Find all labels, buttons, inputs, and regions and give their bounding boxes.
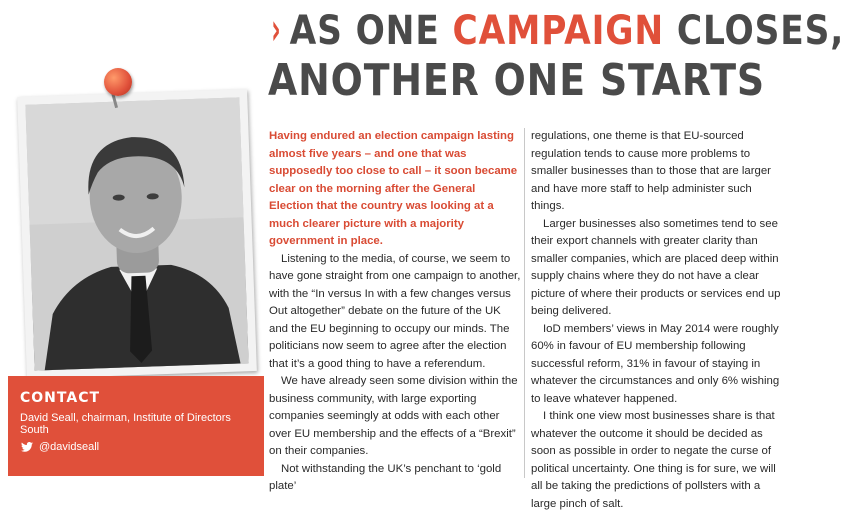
contact-box bbox=[8, 376, 264, 476]
article-paragraph: We have already seen some division within the business community, with large exporting companies seemingly at odds with each other over EU membership and the effects of a “Brexit” on their companies. bbox=[269, 375, 518, 457]
headline-pre: AS ONE bbox=[289, 8, 453, 54]
headline-accent-word: CAMPAIGN bbox=[452, 8, 665, 54]
article-paragraph-continued: regulations, one theme is that EU-sourced regulation tends to cause more problems to smaller businesses than to those that are larger and have more staff to help administer such things. bbox=[531, 130, 771, 212]
portrait-photo-frame bbox=[17, 89, 257, 379]
article-paragraph: Not withstanding the UK’s penchant to ‘gold plate’ bbox=[269, 462, 502, 492]
headline-line-2: ANOTHER ONE STARTS bbox=[268, 55, 766, 106]
headline bbox=[268, 4, 844, 107]
contact-twitter[interactable] bbox=[20, 441, 252, 453]
article-paragraph: Larger businesses also sometimes tend to see their export channels with greater clarity than smaller companies, which are placed deep within supply chains where they do not have a clear picture of where their products or services end up being delivered. bbox=[531, 217, 781, 317]
article-paragraph: IoD members’ views in May 2014 were roughly 60% in favour of EU membership following successful reform, 31% in favour of staying in whatever the circumstances and only 6% wishing to leave whatever happened. bbox=[531, 322, 780, 405]
article-lead: Having endured an election campaign lasting almost five years – and one that was supposedly too close to call – it soon became clear on the morning after the General Election that the country was looking at a much clearer picture with a majority government in place. bbox=[269, 130, 518, 247]
portrait-photo bbox=[25, 97, 248, 370]
push-pin-icon bbox=[104, 68, 132, 96]
article-paragraph: Listening to the media, of course, we seem to have gone straight from one campaign to another, with the “In versus In with a few changes versus Out altogether” debate on the future of the UK and the EU beginning to occupy our minds. The politicians now seem to agree after the election that it’s a good thing to have a referendum. bbox=[269, 252, 521, 370]
portrait-figure bbox=[25, 97, 248, 370]
headline-line-1 bbox=[268, 4, 844, 55]
twitter-handle: @davidseall bbox=[39, 441, 100, 453]
headline-post: CLOSES, bbox=[664, 8, 844, 54]
twitter-bird-icon bbox=[20, 442, 34, 452]
column-divider bbox=[524, 128, 525, 478]
article-paragraph: I think one view most businesses share is that whatever the outcome it should be decided as soon as possible in order to negate the curse of political uncertainty. One thing is for sure, we will all be taking the predictions of pollsters with a large pinch of salt. bbox=[531, 410, 776, 510]
article-column-2 bbox=[531, 128, 783, 513]
chevron-icon: › bbox=[271, 4, 282, 55]
article-column-1 bbox=[269, 128, 521, 496]
contact-name: David Seall, chairman, Institute of Directors South bbox=[20, 412, 231, 436]
contact-title: CONTACT bbox=[20, 390, 101, 406]
